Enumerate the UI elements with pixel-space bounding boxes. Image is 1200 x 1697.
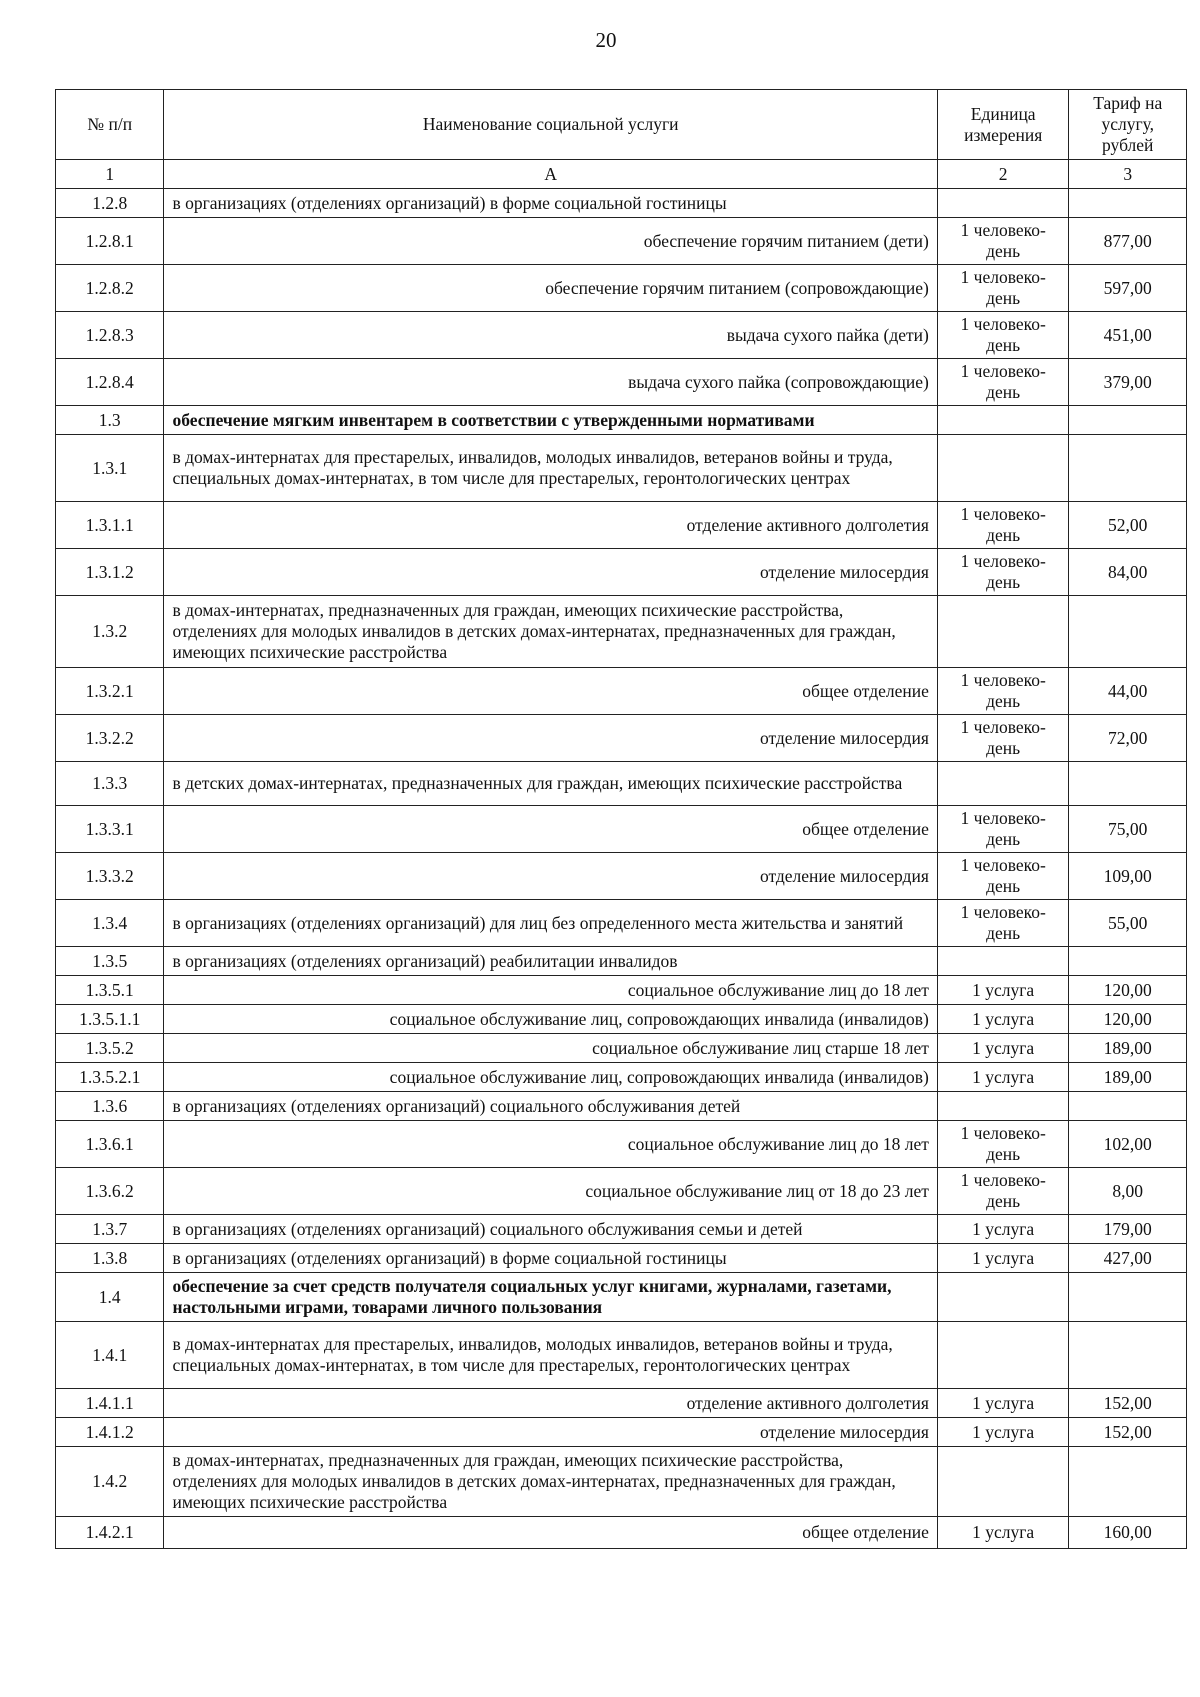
- row-tariff: [1069, 947, 1187, 976]
- table-row: [56, 806, 1187, 853]
- row-service-name: выдача сухого пайка (сопровождающие): [164, 359, 937, 406]
- row-number: 1.3.2.1: [56, 668, 164, 715]
- row-service-name: обеспечение мягким инвентарем в соответствии с утвержденными нормативами: [164, 406, 937, 435]
- row-service-name: в домах-интернатах для престарелых, инвалидов, молодых инвалидов, ветеранов войны и труда, специальных домах-интернатах, в том числе для престарелых, геронтологических центрах: [164, 1322, 937, 1389]
- table-row: [56, 596, 1187, 668]
- header-tariff: Тариф на услугу, рублей: [1069, 90, 1187, 160]
- table-row: [56, 312, 1187, 359]
- row-tariff: 189,00: [1069, 1063, 1187, 1092]
- row-unit: [937, 762, 1069, 806]
- row-service-name: в домах-интернатах для престарелых, инвалидов, молодых инвалидов, ветеранов войны и труда, специальных домах-интернатах, в том числе для престарелых, геронтологических центрах: [164, 435, 937, 502]
- row-tariff: 8,00: [1069, 1168, 1187, 1215]
- row-number: 1.2.8.3: [56, 312, 164, 359]
- row-service-name: обеспечение горячим питанием (сопровождающие): [164, 265, 937, 312]
- row-unit: 1 человеко-день: [937, 806, 1069, 853]
- header-service-name: Наименование социальной услуги: [164, 90, 937, 160]
- row-unit: 1 услуга: [937, 1517, 1069, 1549]
- row-unit: 1 услуга: [937, 1244, 1069, 1273]
- row-tariff: [1069, 762, 1187, 806]
- table-row: [56, 265, 1187, 312]
- row-number: 1.4.1.1: [56, 1389, 164, 1418]
- row-unit: [937, 596, 1069, 668]
- row-unit: [937, 1092, 1069, 1121]
- row-unit: [937, 189, 1069, 218]
- table-row: [56, 549, 1187, 596]
- row-tariff: 75,00: [1069, 806, 1187, 853]
- row-tariff: 52,00: [1069, 502, 1187, 549]
- row-unit: 1 услуга: [937, 1063, 1069, 1092]
- row-unit: [937, 406, 1069, 435]
- header-number: № п/п: [56, 90, 164, 160]
- row-tariff: 179,00: [1069, 1215, 1187, 1244]
- row-number: 1.3.1.1: [56, 502, 164, 549]
- row-unit: 1 человеко-день: [937, 1121, 1069, 1168]
- row-service-name: общее отделение: [164, 668, 937, 715]
- row-unit: [937, 1273, 1069, 1322]
- row-number: 1.4: [56, 1273, 164, 1322]
- row-number: 1.3: [56, 406, 164, 435]
- row-service-name: социальное обслуживание лиц до 18 лет: [164, 976, 937, 1005]
- table-row: [56, 1322, 1187, 1389]
- row-service-name: в организациях (отделениях организаций) социального обслуживания детей: [164, 1092, 937, 1121]
- row-number: 1.4.1: [56, 1322, 164, 1389]
- row-unit: 1 человеко-день: [937, 1168, 1069, 1215]
- column-index-name: А: [164, 160, 937, 189]
- row-tariff: [1069, 1092, 1187, 1121]
- row-unit: 1 человеко-день: [937, 218, 1069, 265]
- row-service-name: обеспечение за счет средств получателя социальных услуг книгами, журналами, газетами, настольными играми, товарами личного пользования: [164, 1273, 937, 1322]
- table-row: [56, 1215, 1187, 1244]
- row-unit: 1 человеко-день: [937, 715, 1069, 762]
- row-number: 1.3.5: [56, 947, 164, 976]
- table-row: [56, 218, 1187, 265]
- row-tariff: 72,00: [1069, 715, 1187, 762]
- row-tariff: [1069, 1322, 1187, 1389]
- row-number: 1.4.1.2: [56, 1418, 164, 1447]
- tariff-table: [55, 89, 1187, 1549]
- table-row: [56, 406, 1187, 435]
- row-service-name: общее отделение: [164, 806, 937, 853]
- row-unit: 1 человеко-день: [937, 900, 1069, 947]
- row-number: 1.3.8: [56, 1244, 164, 1273]
- row-service-name: в организациях (отделениях организаций) социального обслуживания семьи и детей: [164, 1215, 937, 1244]
- table-row: [56, 1063, 1187, 1092]
- row-service-name: общее отделение: [164, 1517, 937, 1549]
- row-service-name: обеспечение горячим питанием (дети): [164, 218, 937, 265]
- row-tariff: 84,00: [1069, 549, 1187, 596]
- table-row: [56, 1168, 1187, 1215]
- row-tariff: [1069, 435, 1187, 502]
- row-tariff: 102,00: [1069, 1121, 1187, 1168]
- row-unit: 1 услуга: [937, 1215, 1069, 1244]
- row-number: 1.3.3: [56, 762, 164, 806]
- table-row: [56, 435, 1187, 502]
- column-index-tariff: 3: [1069, 160, 1187, 189]
- row-number: 1.3.6.1: [56, 1121, 164, 1168]
- row-number: 1.3.1: [56, 435, 164, 502]
- row-service-name: в домах-интернатах, предназначенных для граждан, имеющих психические расстройства, отделениях для молодых инвалидов в детских домах-интернатах, предназначенных для граждан, имеющих психические расстройства: [164, 1447, 937, 1517]
- row-number: 1.3.5.1.1: [56, 1005, 164, 1034]
- table-row: [56, 762, 1187, 806]
- row-service-name: социальное обслуживание лиц от 18 до 23 лет: [164, 1168, 937, 1215]
- row-tariff: 152,00: [1069, 1418, 1187, 1447]
- row-number: 1.2.8: [56, 189, 164, 218]
- row-service-name: отделение активного долголетия: [164, 1389, 937, 1418]
- row-number: 1.3.5.2.1: [56, 1063, 164, 1092]
- row-tariff: 451,00: [1069, 312, 1187, 359]
- row-unit: [937, 947, 1069, 976]
- column-index-row: [56, 160, 1187, 189]
- row-tariff: 120,00: [1069, 976, 1187, 1005]
- row-service-name: отделение активного долголетия: [164, 502, 937, 549]
- column-index-number: 1: [56, 160, 164, 189]
- row-unit: 1 услуга: [937, 1005, 1069, 1034]
- row-service-name: отделение милосердия: [164, 715, 937, 762]
- table-row: [56, 976, 1187, 1005]
- row-service-name: в детских домах-интернатах, предназначенных для граждан, имеющих психические расстройства: [164, 762, 937, 806]
- table-row: [56, 1517, 1187, 1549]
- table-row: [56, 189, 1187, 218]
- row-unit: 1 человеко-день: [937, 668, 1069, 715]
- row-unit: 1 услуга: [937, 1418, 1069, 1447]
- row-tariff: [1069, 1447, 1187, 1517]
- row-tariff: [1069, 1273, 1187, 1322]
- row-number: 1.3.6.2: [56, 1168, 164, 1215]
- row-number: 1.3.4: [56, 900, 164, 947]
- row-tariff: 44,00: [1069, 668, 1187, 715]
- row-number: 1.4.2: [56, 1447, 164, 1517]
- row-unit: [937, 1322, 1069, 1389]
- table-row: [56, 1121, 1187, 1168]
- row-service-name: отделение милосердия: [164, 1418, 937, 1447]
- row-number: 1.3.7: [56, 1215, 164, 1244]
- row-number: 1.3.3.2: [56, 853, 164, 900]
- table-row: [56, 668, 1187, 715]
- row-number: 1.2.8.2: [56, 265, 164, 312]
- row-service-name: отделение милосердия: [164, 549, 937, 596]
- row-unit: 1 человеко-день: [937, 359, 1069, 406]
- table-row: [56, 853, 1187, 900]
- row-number: 1.3.2: [56, 596, 164, 668]
- table-row: [56, 947, 1187, 976]
- row-tariff: 597,00: [1069, 265, 1187, 312]
- row-service-name: социальное обслуживание лиц старше 18 лет: [164, 1034, 937, 1063]
- row-number: 1.3.3.1: [56, 806, 164, 853]
- table-row: [56, 1418, 1187, 1447]
- row-unit: 1 услуга: [937, 976, 1069, 1005]
- row-number: 1.3.5.2: [56, 1034, 164, 1063]
- column-index-unit: 2: [937, 160, 1069, 189]
- table-row: [56, 1244, 1187, 1273]
- row-tariff: 160,00: [1069, 1517, 1187, 1549]
- table-row: [56, 1034, 1187, 1063]
- table-header-row: [56, 90, 1187, 160]
- table-row: [56, 900, 1187, 947]
- row-service-name: в организациях (отделениях организаций) реабилитации инвалидов: [164, 947, 937, 976]
- table-row: [56, 1389, 1187, 1418]
- row-tariff: [1069, 596, 1187, 668]
- row-service-name: в организациях (отделениях организаций) в форме социальной гостиницы: [164, 1244, 937, 1273]
- row-tariff: 109,00: [1069, 853, 1187, 900]
- row-service-name: отделение милосердия: [164, 853, 937, 900]
- row-number: 1.2.8.1: [56, 218, 164, 265]
- row-unit: [937, 1447, 1069, 1517]
- row-number: 1.3.5.1: [56, 976, 164, 1005]
- row-tariff: [1069, 189, 1187, 218]
- row-number: 1.3.1.2: [56, 549, 164, 596]
- row-tariff: 189,00: [1069, 1034, 1187, 1063]
- row-tariff: 55,00: [1069, 900, 1187, 947]
- row-tariff: 120,00: [1069, 1005, 1187, 1034]
- table-row: [56, 1092, 1187, 1121]
- row-unit: 1 человеко-день: [937, 265, 1069, 312]
- table-row: [56, 502, 1187, 549]
- row-service-name: социальное обслуживание лиц, сопровождающих инвалида (инвалидов): [164, 1005, 937, 1034]
- row-tariff: 152,00: [1069, 1389, 1187, 1418]
- row-unit: 1 человеко-день: [937, 549, 1069, 596]
- row-tariff: 877,00: [1069, 218, 1187, 265]
- row-service-name: выдача сухого пайка (дети): [164, 312, 937, 359]
- row-unit: 1 человеко-день: [937, 502, 1069, 549]
- row-service-name: в домах-интернатах, предназначенных для граждан, имеющих психические расстройства, отделениях для молодых инвалидов в детских домах-интернатах, предназначенных для граждан, имеющих психические расстройства: [164, 596, 937, 668]
- table-row: [56, 1273, 1187, 1322]
- table-body: [56, 189, 1187, 1549]
- row-number: 1.2.8.4: [56, 359, 164, 406]
- header-unit: Единица измерения: [937, 90, 1069, 160]
- row-number: 1.4.2.1: [56, 1517, 164, 1549]
- row-service-name: социальное обслуживание лиц до 18 лет: [164, 1121, 937, 1168]
- table-row: [56, 715, 1187, 762]
- row-tariff: 379,00: [1069, 359, 1187, 406]
- row-tariff: [1069, 406, 1187, 435]
- row-unit: 1 человеко-день: [937, 853, 1069, 900]
- row-service-name: социальное обслуживание лиц, сопровождающих инвалида (инвалидов): [164, 1063, 937, 1092]
- row-unit: [937, 435, 1069, 502]
- row-unit: 1 услуга: [937, 1389, 1069, 1418]
- row-number: 1.3.2.2: [56, 715, 164, 762]
- row-unit: 1 человеко-день: [937, 312, 1069, 359]
- row-unit: 1 услуга: [937, 1034, 1069, 1063]
- row-service-name: в организациях (отделениях организаций) для лиц без определенного места жительства и занятий: [164, 900, 937, 947]
- table-row: [56, 359, 1187, 406]
- page-number: 20: [595, 28, 617, 52]
- row-service-name: в организациях (отделениях организаций) в форме социальной гостиницы: [164, 189, 937, 218]
- table-row: [56, 1447, 1187, 1517]
- table-row: [56, 1005, 1187, 1034]
- row-number: 1.3.6: [56, 1092, 164, 1121]
- row-tariff: 427,00: [1069, 1244, 1187, 1273]
